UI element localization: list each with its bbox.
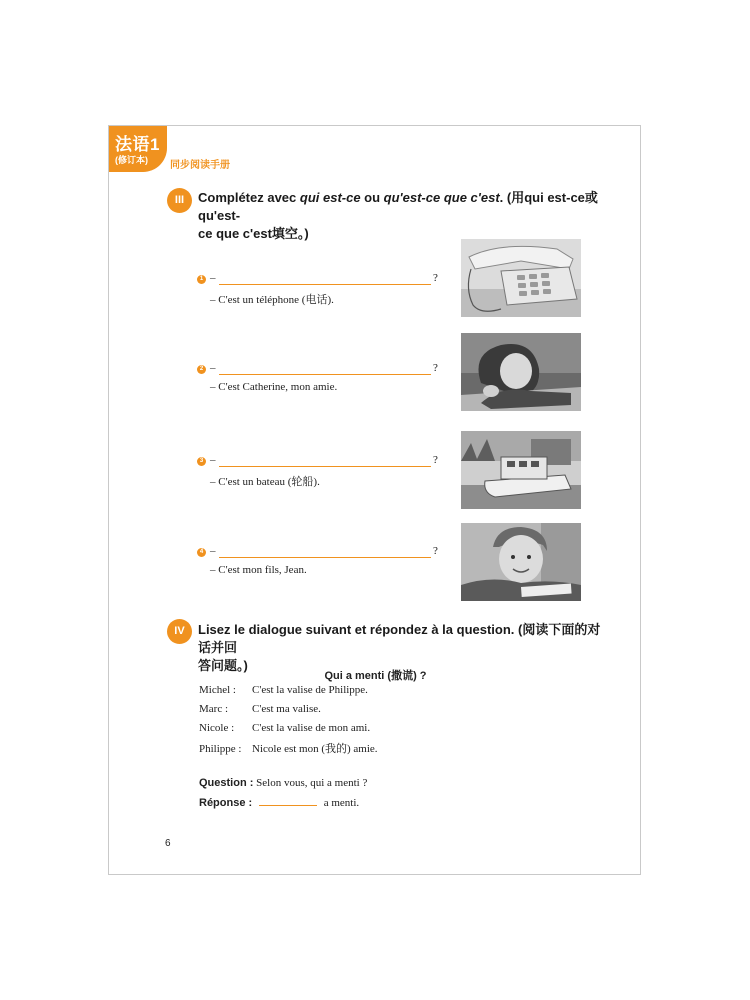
dialogue-title: Qui a menti (撒谎) ?: [324, 670, 427, 682]
question-number: 2: [197, 365, 206, 374]
title-text: ce que c'est填空。): [198, 226, 309, 241]
title-text: Complétez avec: [198, 190, 300, 205]
question-number: 4: [197, 548, 206, 557]
question-mark: ?: [433, 545, 438, 557]
telephone-photo: [461, 239, 581, 317]
title-text: 答问题。): [198, 658, 248, 673]
boy-photo: [461, 523, 581, 601]
answer-suffix: a menti.: [323, 797, 360, 809]
section-4-badge: IV: [167, 619, 192, 644]
book-edition: (修订本): [115, 155, 148, 165]
answer-label: Réponse :: [199, 797, 253, 809]
dialogue-line: [199, 703, 321, 715]
answer-text: – C'est un bateau (轮船).: [210, 476, 320, 488]
speaker-name: Nicole :: [199, 722, 235, 734]
dialogue-text: C'est ma valise.: [252, 703, 321, 715]
question-mark: ?: [433, 454, 438, 466]
answer-text: – C'est un téléphone (电话).: [210, 294, 334, 306]
question-3: [197, 456, 447, 496]
dialogue-line: [199, 740, 378, 756]
question-label: Question :: [199, 777, 254, 789]
question-dash: –: [210, 362, 216, 374]
question-1: [197, 274, 447, 314]
title-italic: qu'est-ce que c'est: [383, 190, 500, 205]
question-line: [199, 777, 367, 789]
boat-photo: [461, 431, 581, 509]
answer-blank-line[interactable]: [219, 284, 431, 285]
answer-blank-line[interactable]: [219, 374, 431, 375]
dialogue-line: [199, 684, 368, 696]
title-text: ou: [360, 190, 384, 205]
dialogue-text: C'est la valise de Philippe.: [252, 684, 368, 696]
question-2: [197, 364, 447, 404]
manual-title: 同步阅读手册: [170, 160, 230, 171]
workbook-page: [108, 125, 641, 875]
question-number: 3: [197, 457, 206, 466]
answer-text: – C'est Catherine, mon amie.: [210, 381, 338, 393]
dialogue-text: Nicole est mon (我的) amie.: [252, 743, 378, 755]
question-4: [197, 547, 447, 587]
section-3-title: [198, 189, 598, 243]
question-number: 1: [197, 275, 206, 284]
answer-text: – C'est mon fils, Jean.: [210, 564, 307, 576]
section-3-badge: III: [167, 188, 192, 213]
book-badge: [109, 126, 167, 172]
answer-blank[interactable]: [259, 795, 317, 806]
page-number: 6: [165, 838, 171, 849]
question-dash: –: [210, 272, 216, 284]
speaker-name: Marc :: [199, 703, 229, 715]
answer-blank-line[interactable]: [219, 557, 431, 558]
title-text: . (用qui est-ce或qu'est-: [198, 190, 598, 223]
woman-photo: [461, 333, 581, 411]
title-text: Lisez le dialogue suivant et répondez à la question. (阅读下面的对话并回: [198, 622, 601, 655]
speaker-name: Michel :: [199, 684, 236, 696]
speaker-name: Philippe :: [199, 743, 242, 755]
book-title: 法语1: [115, 135, 160, 154]
dialogue-text: C'est la valise de mon ami.: [252, 722, 371, 734]
question-dash: –: [210, 454, 216, 466]
answer-blank-line[interactable]: [219, 466, 431, 467]
answer-line: [199, 795, 359, 809]
dialogue-line: [199, 722, 370, 734]
question-dash: –: [210, 545, 216, 557]
title-italic: qui est-ce: [299, 190, 361, 205]
question-text: Selon vous, qui a menti ?: [256, 777, 368, 789]
question-mark: ?: [433, 362, 438, 374]
question-mark: ?: [433, 272, 438, 284]
